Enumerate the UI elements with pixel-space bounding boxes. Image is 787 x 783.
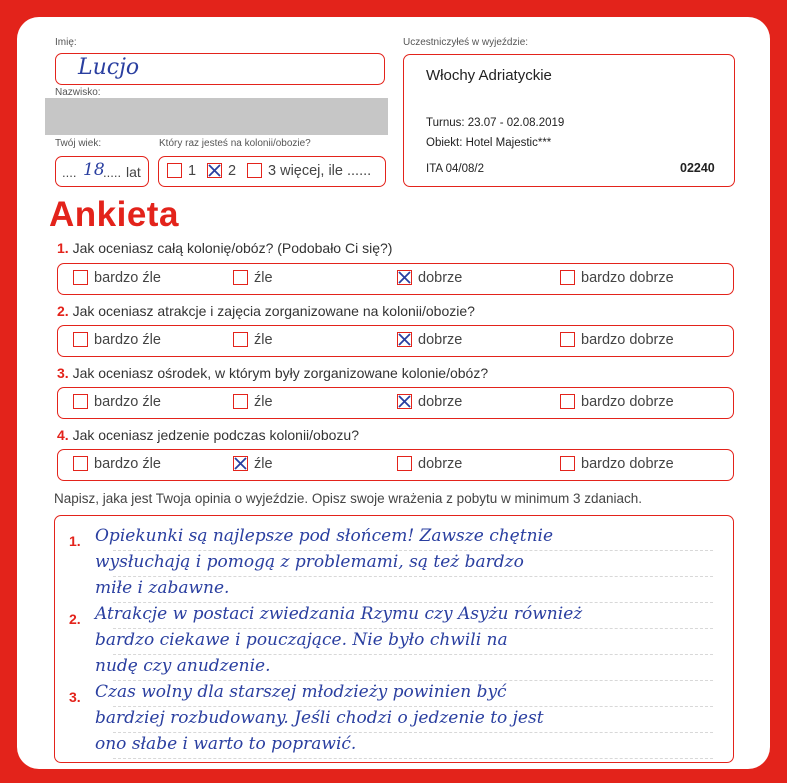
checkbox[interactable] xyxy=(247,163,262,178)
participant-label: Uczestniczyłeś w wyjeździe: xyxy=(403,37,529,48)
check-mark-icon xyxy=(207,163,222,178)
opinion-line: Czas wolny dla starszej młodzieży powinien być xyxy=(95,682,507,702)
checkbox-checked[interactable] xyxy=(397,394,412,409)
trip-title: Włochy Adriatyckie xyxy=(426,67,552,84)
age-field[interactable]: .... 18 ..... lat xyxy=(55,156,149,187)
option-bardzo-zle[interactable]: bardzo źle xyxy=(73,270,161,286)
trip-box xyxy=(403,54,735,187)
check-mark-icon xyxy=(397,394,412,409)
opinion-number-1: 1. xyxy=(69,533,81,549)
option-zle[interactable]: źle xyxy=(233,270,273,286)
option-bardzo-zle[interactable]: bardzo źle xyxy=(73,456,161,472)
page-title: Ankieta xyxy=(49,195,179,234)
opinion-line: wysłuchają i pomogą z problemami, są też bardzo xyxy=(95,552,524,572)
option-zle[interactable]: źle xyxy=(233,332,273,348)
name-field[interactable] xyxy=(55,53,385,85)
option-bardzo-dobrze[interactable]: bardzo dobrze xyxy=(560,270,674,286)
opinion-prompt: Napisz, jaka jest Twoja opinia o wyjeździe. Opisz swoje wrażenia z pobytu w minimum 3 zdaniach. xyxy=(54,491,643,506)
option-dobrze[interactable]: dobrze xyxy=(397,394,462,410)
question-3: 3. Jak oceniasz ośrodek, w którym były zorganizowane kolonie/obóz? xyxy=(57,365,489,381)
trip-turnus: Turnus: 23.07 - 02.08.2019 xyxy=(426,117,565,129)
opinion-line: miłe i zabawne. xyxy=(95,578,230,598)
trip-object: Obiekt: Hotel Majestic*** xyxy=(426,137,552,149)
times-option-1[interactable]: 1 xyxy=(167,163,196,179)
opinion-line: bardzo ciekawe i pouczające. Nie było chwili na xyxy=(95,630,508,650)
surname-label: Nazwisko: xyxy=(55,87,101,98)
times-option-3[interactable]: 3 więcej, ile ...... xyxy=(247,163,371,179)
checkbox-checked[interactable] xyxy=(397,270,412,285)
option-zle[interactable]: źle xyxy=(233,394,273,410)
option-dobrze[interactable]: dobrze xyxy=(397,332,462,348)
answer-row-2 xyxy=(57,325,734,357)
answer-row-4 xyxy=(57,449,734,481)
opinion-line: Atrakcje w postaci zwiedzania Rzymu czy Asyżu również xyxy=(95,604,583,624)
times-field xyxy=(158,156,386,187)
survey-sheet xyxy=(17,17,770,769)
option-bardzo-dobrze[interactable]: bardzo dobrze xyxy=(560,456,674,472)
question-2: 2. Jak oceniasz atrakcje i zajęcia zorganizowane na kolonii/obozie? xyxy=(57,303,475,319)
trip-number: 02240 xyxy=(680,161,715,175)
age-value: 18 xyxy=(83,160,105,180)
trip-code: ITA 04/08/2 xyxy=(426,163,484,175)
option-bardzo-dobrze[interactable]: bardzo dobrze xyxy=(560,394,674,410)
surname-redaction xyxy=(45,98,388,135)
opinion-number-2: 2. xyxy=(69,611,81,627)
check-mark-icon xyxy=(397,332,412,347)
age-label: Twój wiek: xyxy=(55,138,102,149)
option-bardzo-zle[interactable]: bardzo źle xyxy=(73,394,161,410)
times-option-2[interactable]: 2 xyxy=(207,163,236,179)
opinion-field[interactable] xyxy=(54,515,734,763)
option-dobrze[interactable]: dobrze xyxy=(397,270,462,286)
opinion-number-3: 3. xyxy=(69,689,81,705)
opinion-line: nudę czy anudzenie. xyxy=(95,656,271,676)
option-bardzo-dobrze[interactable]: bardzo dobrze xyxy=(560,332,674,348)
name-label: Imię: xyxy=(55,37,77,48)
opinion-line: bardziej rozbudowany. Jeśli chodzi o jedzenie to jest xyxy=(95,708,544,728)
opinion-line: ono słabe i warto to poprawić. xyxy=(95,734,357,754)
option-dobrze[interactable]: dobrze xyxy=(397,456,462,472)
check-mark-icon xyxy=(233,456,248,471)
checkbox[interactable] xyxy=(167,163,182,178)
answer-row-1 xyxy=(57,263,734,295)
answer-row-3 xyxy=(57,387,734,419)
option-zle[interactable]: źle xyxy=(233,456,273,472)
times-label: Który raz jesteś na kolonii/obozie? xyxy=(159,138,311,149)
checkbox-checked[interactable] xyxy=(397,332,412,347)
age-unit: lat xyxy=(126,164,141,180)
opinion-line: Opiekunki są najlepsze pod słońcem! Zawsze chętnie xyxy=(95,526,554,546)
checkbox-checked[interactable] xyxy=(233,456,248,471)
question-4: 4. Jak oceniasz jedzenie podczas kolonii/obozu? xyxy=(57,427,359,443)
question-1: 1. Jak oceniasz całą kolonię/obóz? (Podobało Ci się?) xyxy=(57,240,393,256)
option-bardzo-zle[interactable]: bardzo źle xyxy=(73,332,161,348)
name-value: Lucjo xyxy=(78,55,140,80)
check-mark-icon xyxy=(397,270,412,285)
checkbox-checked[interactable] xyxy=(207,163,222,178)
